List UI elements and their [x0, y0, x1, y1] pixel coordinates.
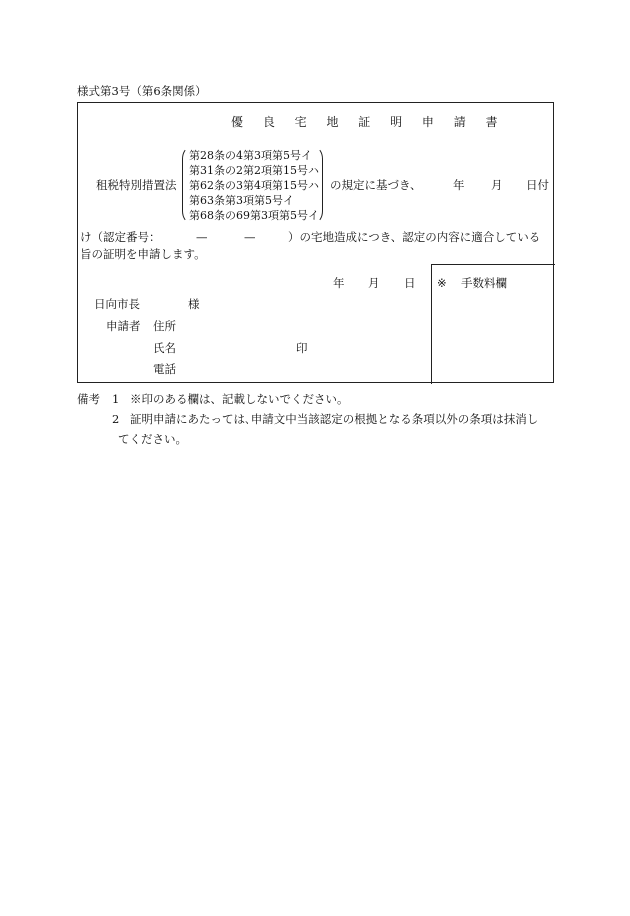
application-month-label: 月	[368, 276, 380, 290]
note-number: 1	[112, 392, 120, 406]
article-item: 第68条の69第3項第5号イ	[189, 209, 319, 222]
note-text: 証明申請にあたっては､申請文中当該認定の根拠となる条項以外の条項は抹消し	[130, 412, 539, 426]
fee-label: 手数料欄	[461, 276, 507, 290]
article-item: 第63条第3項第5号イ	[189, 194, 294, 207]
form-number: 様式第3号（第6条関係）	[77, 84, 207, 98]
body-line-2: 旨の証明を申請します。	[80, 247, 206, 261]
addressee: 日向市長	[94, 297, 140, 311]
note-text-continued: てください。	[118, 432, 187, 446]
fee-mark: ※	[437, 276, 447, 290]
cert-number-dash: —	[244, 230, 256, 244]
date-year-label: 年	[453, 178, 465, 192]
note-text: ※印のある欄は、記載しないでください。	[130, 392, 349, 406]
notes-label: 備考	[77, 392, 100, 406]
phone-label: 電話	[153, 362, 176, 376]
article-item: 第62条の3第4項第15号ハ	[189, 179, 319, 192]
cert-number-dash: —	[196, 230, 208, 244]
body-line-1-end: ）の宅地造成につき、認定の内容に適合している	[288, 230, 541, 244]
based-on-text: の規定に基づき、	[330, 178, 422, 192]
date-day-label: 日付	[526, 178, 549, 192]
note-number: 2	[112, 412, 120, 426]
law-name: 租税特別措置法	[96, 178, 177, 192]
date-month-label: 月	[491, 178, 503, 192]
article-item: 第31条の2第2項第15号ハ	[189, 164, 319, 177]
form-title: 優 良 宅 地 証 明 申 請 書	[231, 115, 506, 129]
honorific: 様	[188, 297, 200, 311]
seal-mark: 印	[296, 341, 308, 355]
applicant-label: 申請者	[106, 319, 141, 333]
address-label: 住所	[153, 319, 176, 333]
body-line-1-start: け（認定番号：	[80, 230, 161, 244]
name-label: 氏名	[153, 341, 176, 355]
application-day-label: 日	[404, 276, 416, 290]
article-item: 第28条の4第3項第5号イ	[189, 149, 312, 162]
application-year-label: 年	[333, 276, 345, 290]
